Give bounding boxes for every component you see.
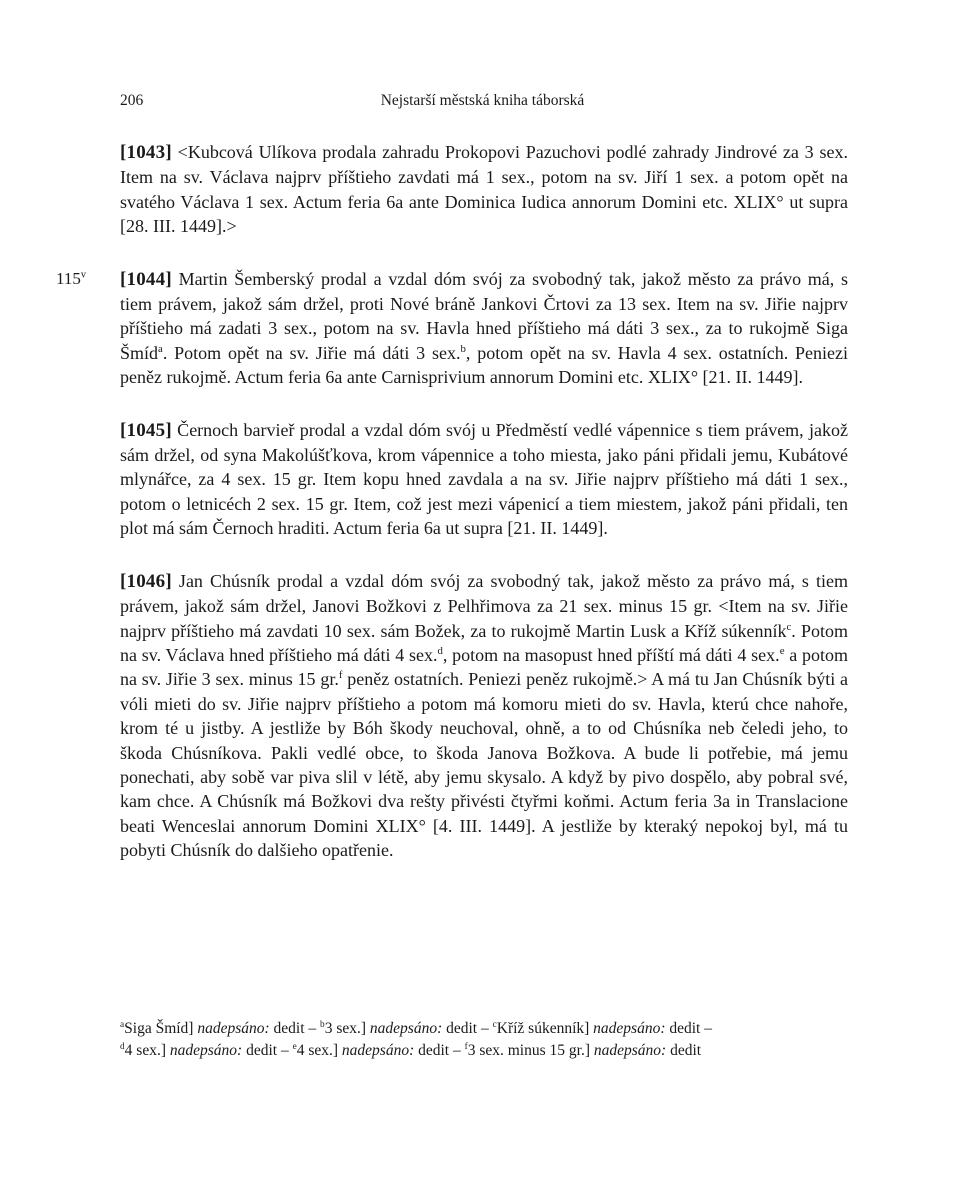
footnote-ref[interactable]: f — [338, 669, 343, 682]
entry-number: [1046] — [120, 570, 172, 592]
entry-1046 — [120, 569, 848, 863]
folio-number: 115 — [56, 268, 81, 288]
footnote-f: $^f$3 sex. minus 15 gr.] nadepsáno: dedit — [464, 1041, 702, 1059]
entry-text: peněz ostatních. Peniezi peněz rukojmě.> A má tu Jan Chúsník býti a vóli mieti do sv. Jiřie najprv příštieho a potom má komoru mieti do sv. Havla, kterú chce nahoře, krom té u jistby. A jestliže by Bóh škody neuchoval, ohně, a to od Chúsníka neb čeledi jeho, to škoda Chúsníkova. Pakli vedlé obce, to škoda Janova Božkova. A bude li potřebie, má jemu ponechati, aby sobě var piva slil v létě, aby jemu skysalo. A když by pivo dospělo, aby pobral své, kam chce. A Chúsník má Božkovi dva rešty přivésti čtyřmi koňmi. Actum feria 3a in Translacione beati Wenceslai annorum Domini XLIX° [4. III. 1449]. A jestliže by kteraký nepokoj byl, má tu pobyti Chúsník do dalšieho opatřenie. — [120, 669, 848, 861]
footnote-line-1: $^a$Siga Šmíd] nadepsáno: dedit – $^b$3 sex.] nadepsáno: dedit – $^c$Kříž súkenník] nadepsáno: dedit – — [120, 1019, 712, 1037]
entry-1043 — [120, 140, 848, 239]
entry-number: [1044] — [120, 268, 172, 290]
entry-text: Černoch barvieř prodal a vzdal dóm svój u Předměstí vedlé vápennice s tiem právem, jakož sám držel, od syna Makolúšťkova, krom vápennice a toho miesta, jako páni přidali jemu, Kubátové mlynářce, za 4 sex. 15 gr. Item kopu hned zavdala a na sv. Jiřie najprv příštieho má dáti 1 sex., potom o letnicéch 2 sex. 15 gr. Item, což jest mezi vápenicí a tiem miestem, jakož páni přidali, ten plot má sám Černoch hraditi. Actum feria 6a ut supra [21. II. 1449]. — [120, 419, 848, 539]
entry-number: [1045] — [120, 419, 172, 441]
entries-list — [56, 140, 848, 863]
footnote-d: $^d$4 sex.] nadepsáno: dedit — [120, 1041, 278, 1059]
footnote-ref[interactable]: d — [437, 644, 443, 657]
entry-text: a potom na sv. Jiřie 3 sex. minus 15 gr. — [120, 644, 848, 690]
footnote-ref[interactable]: e — [779, 644, 785, 657]
page-number: 206 — [120, 92, 144, 109]
entry-text: , potom opět na sv. Havla 4 sex. ostatních. Peniezi peněz rukojmě. Actum feria 6a ante Carnisprivium annorum Domini etc. XLIX° [21. II. 1449]. — [120, 342, 848, 388]
footnote-e: $^e$4 sex.] nadepsáno: dedit — [292, 1041, 450, 1059]
footnote-b: $^b$3 sex.] nadepsáno: dedit — [320, 1019, 478, 1037]
entry-text: . Potom na sv. Václava hned příštieho má dáti 4 sex. — [120, 620, 848, 665]
footnotes — [120, 1018, 860, 1062]
footnote-ref[interactable]: a — [158, 342, 163, 355]
footnote-line-2: $^d$4 sex.] nadepsáno: dedit – $^e$4 sex.] nadepsáno: dedit – $^f$3 sex. minus 15 gr.] nadepsáno: dedit — [120, 1041, 702, 1059]
folio-marker — [56, 267, 86, 291]
running-title: Nejstarší městská kniha táborská — [380, 92, 585, 109]
footnote-ref[interactable]: b — [460, 342, 466, 355]
entry-text: Martin Šemberský prodal a vzdal dóm svój za svobodný tak, jakož město za právo má, s tiem právem, jakož sám držel, proti Nové bráně Jankovi Črtovi za 13 sex. Item na sv. Jiřie najprv příštieho má zadati 3 sex., potom na sv. Havla hned příštieho má dáti 3 sex., za to rukojmě Siga Šmíd — [120, 268, 848, 363]
entry-text: <Kubcová Ulíkova prodala zahradu Prokopovi Pazuchovi podlé zahrady Jindrové za 3 sex. Item na sv. Václava najprv příštieho zavdati má 1 sex., potom na sv. Jiří 1 sex. a potom opět na svatého Václava 1 sex. Actum feria 6a ante Dominica Iudica annorum Domini etc. XLIX° ut supra [28. III. 1449].> — [120, 142, 848, 237]
entry-1045 — [120, 418, 848, 541]
footnote-a: $^a$Siga Šmíd] nadepsáno: dedit — [120, 1019, 305, 1037]
folio-verso-mark: v — [80, 268, 86, 280]
entry-1044 — [56, 267, 848, 390]
entry-text: . Potom opět na sv. Jiřie má dáti 3 sex. — [162, 342, 461, 363]
entry-text: Jan Chúsník prodal a vzdal dóm svój za svobodný tak, jakož město za právo má, s tiem právem, jakož sám držel, Janovi Božkovi z Pelhřimova za 21 sex. minus 15 gr. <Item na sv. Jiřie najprv příštieho má zavdati 10 sex. sám Božek, za to rukojmě Martin Lusk a Kříž súkenník — [120, 570, 848, 641]
entry-number: [1043] — [120, 142, 172, 163]
page-header — [120, 92, 845, 114]
footnote-c: $^c$Kříž súkenník] nadepsáno: dedit — [492, 1019, 701, 1037]
footnote-ref[interactable]: c — [786, 620, 792, 633]
entry-text: , potom na masopust hned příští má dáti 4 sex. — [442, 644, 780, 665]
